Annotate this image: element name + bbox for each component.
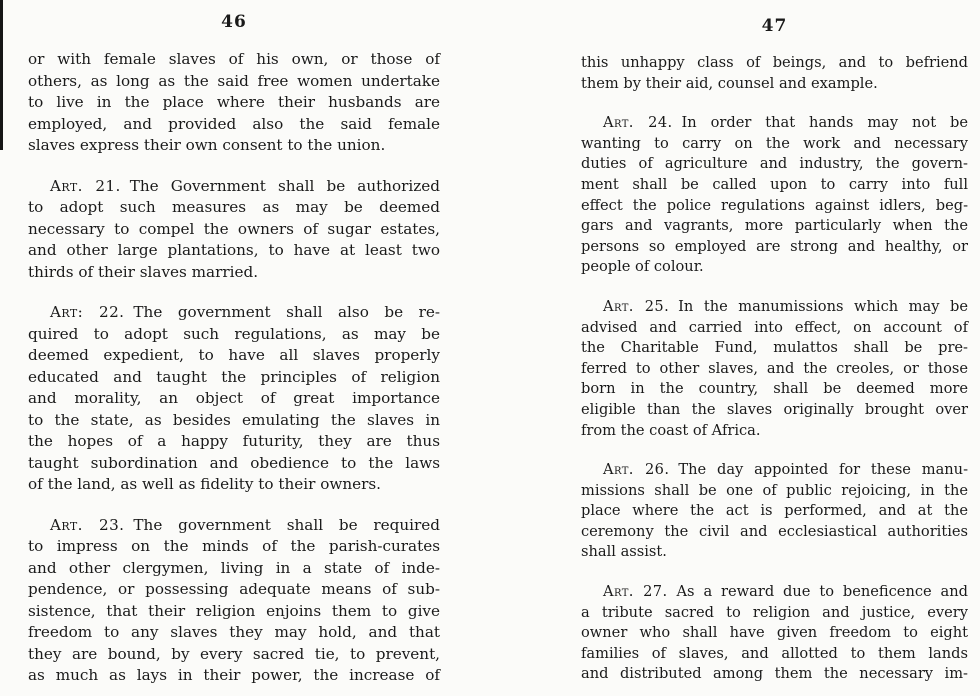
- page-number-right: 47: [761, 16, 788, 36]
- text-line: of the land, as well as fidelity to their owners.: [28, 475, 381, 493]
- text-line: effect the police regulations against idlers, beg-: [581, 196, 968, 214]
- text-line: Art. 27. As a reward due to beneficence and: [603, 583, 968, 601]
- text-line: as much as lays in their power, the increase of: [28, 666, 440, 684]
- paragraph: [28, 176, 440, 284]
- text-line: sistence, that their religion enjoins them to give: [28, 601, 440, 620]
- text-line: duties of agriculture and industry, the govern-: [581, 155, 968, 173]
- text-line: quired to adopt such regulations, as may be: [28, 324, 440, 343]
- page-left: [28, 12, 440, 687]
- text-line: persons so employed are strong and healthy, or: [581, 237, 968, 255]
- text-line: ceremony the civil and ecclesiastical authorities: [581, 522, 968, 540]
- text-line: eligible than the slaves originally brought over: [581, 400, 968, 418]
- text-line: advised and carried into effect, on account of: [581, 318, 968, 336]
- text-line: pendence, or possessing adequate means of sub-: [28, 580, 440, 598]
- text-line: families of slaves, and allotted to them lands: [581, 644, 968, 662]
- article-label: Art. 24.: [603, 114, 673, 132]
- text-line: to the state, as besides emulating the slaves in: [28, 410, 440, 429]
- text-line: ferred to other slaves, and the creoles, or those: [581, 359, 968, 377]
- text-line: freedom to any slaves they may hold, and that: [28, 623, 440, 641]
- text-line: Art: 22. The government shall also be re-: [50, 303, 440, 321]
- article-label: Art. 27.: [603, 583, 668, 601]
- paragraph: [581, 113, 968, 278]
- text-line: born in the country, shall be deemed more: [581, 380, 968, 398]
- text-line: and morality, an object of great importance: [28, 389, 440, 407]
- page-body-left: [28, 49, 440, 687]
- text-line: they are bound, by every sacred tie, to prevent,: [28, 644, 440, 663]
- scan-edge-artifact: [0, 0, 3, 150]
- paragraph: [581, 297, 968, 441]
- text-line: others, as long as the said free women undertake: [28, 71, 440, 90]
- text-line: people of colour.: [581, 258, 704, 276]
- text-line: educated and taught the principles of religion: [28, 367, 440, 386]
- page-right: [581, 16, 968, 685]
- text-line: Art. 25. In the manumissions which may be: [603, 297, 968, 315]
- text-line: from the coast of Africa.: [581, 421, 761, 439]
- text-line: ment shall be called upon to carry into full: [581, 175, 968, 193]
- text-line: Art. 21. The Government shall be authorized: [50, 176, 440, 195]
- text-line: the Charitable Fund, mulattos shall be pre-: [581, 339, 968, 357]
- text-line: Art. 24. In order that hands may not be: [603, 114, 969, 132]
- paragraph: [28, 49, 440, 157]
- text-line: to live in the place where their husbands are: [28, 93, 440, 111]
- article-label: Art. 25.: [603, 297, 670, 315]
- text-line: necessary to compel the owners of sugar estates,: [28, 219, 440, 238]
- text-line: to impress on the minds of the parish-curates: [28, 537, 440, 555]
- paragraph: [581, 460, 968, 563]
- text-line: gars and vagrants, more particularly when the: [581, 217, 968, 235]
- text-line: Art. 26. The day appointed for these manu-: [603, 461, 969, 479]
- text-line: and other clergymen, living in a state of inde-: [28, 558, 440, 577]
- text-line: wanting to carry on the work and necessary: [581, 134, 968, 152]
- text-line: and distributed among them the necessary im-: [581, 665, 968, 683]
- text-line: shall assist.: [581, 543, 667, 561]
- paragraph: [28, 302, 440, 496]
- text-line: to adopt such measures as may be deemed: [28, 198, 440, 216]
- text-line: and other large plantations, to have at least two: [28, 241, 440, 259]
- text-line: them by their aid, counsel and example.: [581, 74, 878, 92]
- page-body-right: [581, 53, 968, 685]
- article-label: Art. 21.: [50, 176, 121, 195]
- article-label: Art. 26.: [603, 461, 670, 479]
- page-number-left: 46: [221, 12, 247, 32]
- paragraph: [581, 53, 968, 94]
- text-line: or with female slaves of his own, or those of: [28, 50, 440, 68]
- text-line: thirds of their slaves married.: [28, 262, 259, 281]
- text-line: Art. 23. The government shall be required: [50, 515, 440, 534]
- text-line: this unhappy class of beings, and to befriend: [581, 54, 968, 71]
- text-line: place where the act is performed, and at the: [581, 502, 968, 520]
- paragraph: [581, 582, 968, 685]
- text-line: the hopes of a happy futurity, they are thus: [28, 432, 440, 450]
- text-line: deemed expedient, to have all slaves properly: [28, 346, 440, 364]
- text-line: missions shall be one of public rejoicing, in the: [581, 481, 968, 499]
- text-line: a tribute sacred to religion and justice, every: [581, 603, 968, 621]
- article-label: Art. 23.: [50, 515, 125, 534]
- text-line: taught subordination and obedience to the laws: [28, 453, 440, 472]
- paragraph: [28, 515, 440, 687]
- text-line: employed, and provided also the said female: [28, 114, 440, 133]
- text-line: owner who shall have given freedom to eight: [581, 624, 968, 642]
- article-label: Art: 22.: [50, 303, 125, 321]
- text-line: slaves express their own consent to the union.: [28, 136, 386, 154]
